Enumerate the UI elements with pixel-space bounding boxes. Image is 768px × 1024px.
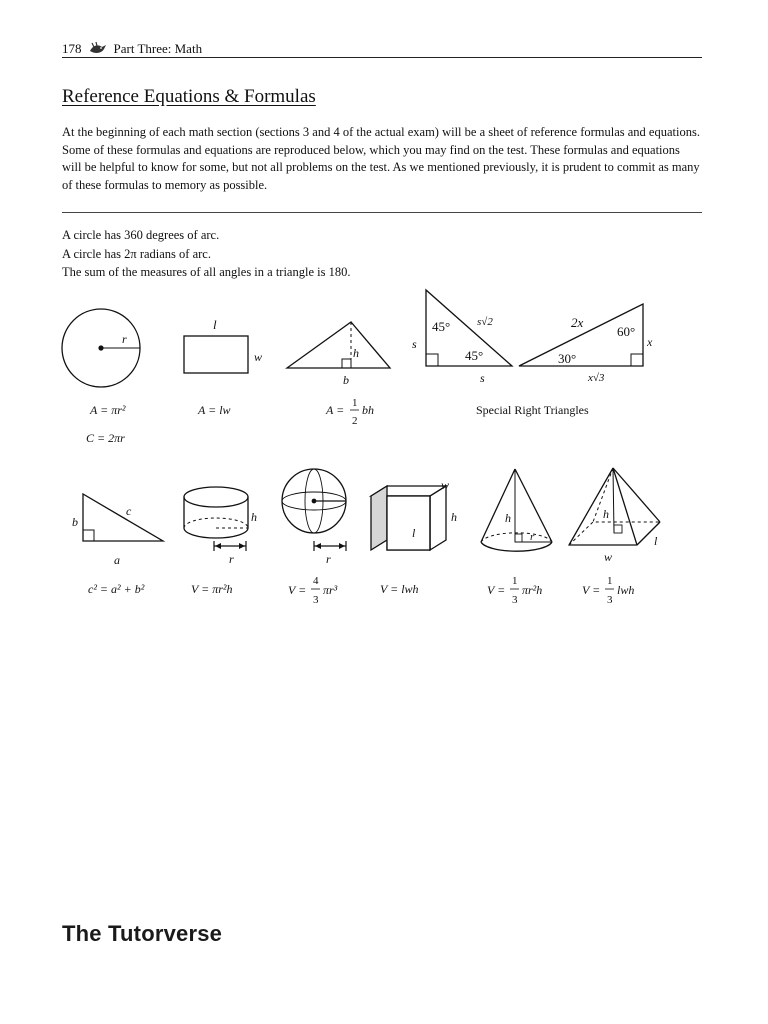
- circle-circumference-formula: C = 2πr: [86, 431, 125, 445]
- special-30-60-angle-bottom: 30°: [558, 351, 577, 366]
- pyramid-length-label: l: [654, 534, 658, 548]
- triangle-height-label: h: [353, 346, 359, 360]
- fact-circle-radians: A circle has 2π radians of arc.: [62, 246, 211, 261]
- right-triangle-leg-b-label: b: [72, 515, 78, 529]
- circle-radius-label: r: [122, 332, 127, 346]
- special-30-60-short-leg: x: [647, 335, 653, 349]
- circle-figure: [62, 309, 140, 387]
- sphere-formula-den: 3: [313, 594, 319, 606]
- triangle-formula-num: 1: [352, 397, 358, 409]
- special-30-60-angle-top: 60°: [617, 324, 636, 339]
- box-formula: V = lwh: [380, 582, 419, 596]
- fact-circle-degrees: A circle has 360 degrees of arc.: [62, 228, 220, 242]
- special-triangles-caption: Special Right Triangles: [476, 403, 589, 417]
- rectangle-figure: [184, 317, 262, 373]
- special-triangle-45: [412, 290, 512, 385]
- cone-formula-den: 3: [512, 594, 518, 606]
- sphere-formula-lhs: V =: [288, 583, 307, 597]
- page-title: Reference Equations & Formulas: [62, 86, 316, 107]
- sphere-formula-num: 4: [313, 575, 319, 587]
- special-30-60-hypotenuse: 2x: [571, 315, 584, 330]
- pyramid-formula-den: 3: [607, 594, 613, 606]
- special-45-angle-bottom: 45°: [465, 348, 484, 363]
- intro-paragraph: At the beginning of each math section (sections 3 and 4 of the actual exam) will be a sheet of reference formulas and equations. Some of these formulas and equations are reproduced below, which you may find on the test. These formulas and equations will be helpful to know for some, but not all problems on the test. As we mentioned previously, it is prudent to commit as many of these formulas to memory as possible.: [62, 125, 700, 192]
- sphere-figure: [282, 469, 346, 566]
- special-30-60-long-leg: x√3: [588, 372, 605, 384]
- right-triangle-hyp-label: c: [126, 504, 132, 518]
- pythagorean-formula: c² = a² + b²: [88, 582, 145, 596]
- rectangle-length-label: l: [213, 317, 217, 332]
- triangle-formula-rhs: bh: [362, 403, 374, 417]
- cone-formula-rhs: πr²h: [522, 583, 543, 597]
- pyramid-figure: [569, 468, 660, 564]
- cone-height-label: h: [505, 511, 511, 525]
- special-45-side-leg: s: [412, 337, 417, 351]
- cone-formula-num: 1: [512, 575, 518, 587]
- circle-area-formula: A = πr²: [90, 403, 126, 417]
- cone-figure: [481, 469, 552, 551]
- box-height-label: h: [451, 510, 457, 524]
- section-name: Part Three: Math: [113, 41, 203, 56]
- box-length-label: l: [412, 526, 416, 540]
- cylinder-formula: V = πr²h: [191, 582, 233, 596]
- cone-radius-label: r: [530, 531, 535, 543]
- pyramid-height-label: h: [603, 507, 609, 521]
- box-width-label: w: [441, 478, 450, 492]
- triangle-base-label: b: [343, 373, 349, 387]
- pyramid-width-label: w: [604, 550, 613, 564]
- page-number: 178: [62, 41, 82, 56]
- right-triangle-figure: [72, 494, 163, 567]
- triangle-figure: [287, 322, 390, 387]
- box-figure: [371, 478, 457, 550]
- triangle-formula-lhs: A =: [326, 403, 345, 417]
- sphere-radius-label: r: [326, 552, 331, 566]
- special-45-hypotenuse: s√2: [477, 316, 493, 328]
- cylinder-figure: [184, 487, 257, 566]
- pyramid-formula-num: 1: [607, 575, 613, 587]
- triangle-formula-den: 2: [352, 415, 358, 427]
- brand-logo-text: The Tutorverse: [62, 921, 223, 946]
- special-45-base-leg: s: [480, 371, 485, 385]
- cylinder-height-label: h: [251, 510, 257, 524]
- fact-triangle-sum: The sum of the measures of all angles in a triangle is 180.: [62, 265, 351, 279]
- special-45-angle-top: 45°: [432, 319, 451, 334]
- cylinder-radius-label: r: [229, 552, 234, 566]
- rectangle-area-formula: A = lw: [198, 403, 231, 417]
- pyramid-formula-lhs: V =: [582, 583, 601, 597]
- right-triangle-leg-a-label: a: [114, 553, 120, 567]
- cone-formula-lhs: V =: [487, 583, 506, 597]
- pyramid-formula-rhs: lwh: [617, 583, 635, 597]
- special-triangle-30-60: [519, 304, 653, 384]
- sphere-formula-rhs: πr³: [323, 583, 338, 597]
- rectangle-width-label: w: [254, 350, 263, 364]
